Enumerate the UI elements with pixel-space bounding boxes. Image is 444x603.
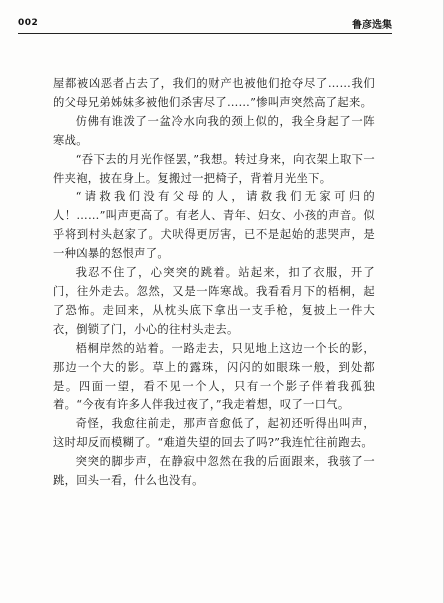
body-text (53, 75, 375, 491)
paragraph: 奇怪，我愈往前走，那声音愈低了，起初还听得出叫声，这时却反而模糊了。“难道失望的回去了吗?”我连忙往前跑去。 (53, 417, 375, 450)
page-header (18, 14, 392, 34)
paragraph: “吞下去的月光作怪罢，”我想。转过身来，向衣架上取下一件夹袍，披在身上。复搬过一把椅子，背着月光坐下。 (53, 152, 375, 185)
running-title: 鲁彦选集 (352, 20, 392, 31)
paragraph: “请救我们没有父母的人，请救我们无家可归的人！……”叫声更高了。有老人、青年、妇女、小孩的声音。似乎将到村头赵家了。犬吠得更厉害，已不是起始的悲哭声，是一种凶暴的怒恨声了。 (53, 190, 375, 261)
paragraph: 梧桐岸然的站着。一路走去，只见地上这边一个长的影，那边一个大的影。草上的露珠，闪闪的如眼珠一般，到处都是。四面一望，看不见一个人，只有一个影子伴着我孤独着。“今夜有许多人伴我过夜了，”我走着想，叹了一口气。 (53, 341, 375, 412)
header-rule (18, 33, 392, 34)
paragraph: 屋都被凶恶者占去了，我们的财产也被他们抢夺尽了……我们的父母兄弟姊妹多被他们杀害尽了……”惨叫声突然高了起来。 (53, 77, 375, 109)
paragraph: 突突的脚步声，在静寂中忽然在我的后面跟来，我骇了一跳，回头一看，什么也没有。 (53, 455, 375, 488)
page-number: 002 (18, 18, 39, 28)
paragraph: 仿佛有谁泼了一盆冷水向我的颈上似的，我全身起了一阵寒战。 (53, 114, 375, 147)
paragraph: 我忍不住了，心突突的跳着。站起来，扣了衣服，开了门，往外走去。忽然，又是一阵寒战。我看看月下的梧桐，起了恐怖。走回来，从枕头底下拿出一支手枪，复披上一件大衣，倒锁了门，小心的往村头走去。 (53, 266, 375, 336)
